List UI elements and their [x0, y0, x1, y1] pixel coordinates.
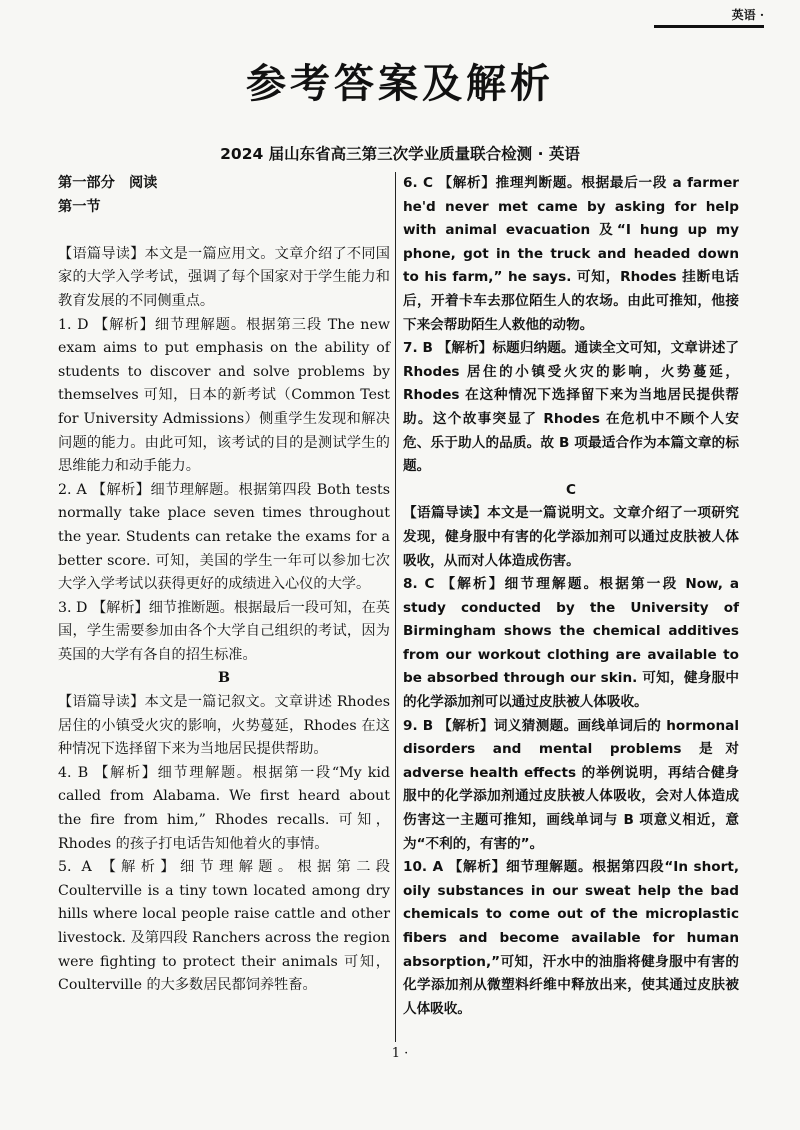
- answer-8: 8. C 【解析】细节理解题。根据第一段 Now, a study conducted by the University of Birmingham shows the chemical additives from our workout clothing are available to be absorbed through our skin. 可知，健身服中的化学添加剂可以通过皮肤被人体吸收。: [403, 576, 739, 711]
- answer-1: 1. D 【解析】细节理解题。根据第三段 The new exam aims to put emphasis on the ability of students to discover and solve problems by themselves 可知，日本的新考试（Common Test for University Admissions）侧重学生发现和解决问题的能力。由此可知，该考试的目的是测试学生的思维能力和动手能力。: [58, 316, 390, 475]
- answer-9: 9. B 【解析】词义猜测题。画线单词后的 hormonal disorders and mental problems 是对 adverse health effects 的举例说明，再结合健身服中的化学添加剂通过皮肤被人体吸收，会对人体造成伤害这一主题可推知，画线单词与 B 项意义相近，意为“不利的，有害的”。: [403, 717, 739, 852]
- passage-a-intro: 【语篇导读】本文是一篇应用文。文章介绍了不同国家的大学入学考试，强调了每个国家对于学生能力和教育发展的不同侧重点。: [58, 245, 390, 309]
- answer-5: 5. A 【解析】细节理解题。根据第二段 Coulterville is a tiny town located among dry hills where local people raise cattle and other livestock. 及第四段 Ranchers across the region were fighting to protect their animals 可知，Coulterville 的大多数居民都饲养牲畜。: [58, 859, 390, 994]
- passage-c-letter: C: [566, 481, 576, 498]
- exam-subtitle: 2024 届山东省高三第三次学业质量联合检测 · 英语: [220, 145, 580, 163]
- right-column: [403, 172, 739, 1021]
- spacer: [58, 219, 390, 243]
- passage-b-letter: B: [218, 670, 230, 687]
- page-number: 1 ·: [391, 1046, 409, 1061]
- subject-corner-label: 英语 ·: [654, 6, 764, 28]
- answer-7: 7. B 【解析】标题归纳题。通读全文可知，文章讲述了 Rhodes 居住的小镇受火灾的影响，火势蔓延，Rhodes 在这种情况下选择留下来为当地居民提供帮助。这个故事突显了 Rhodes 在危机中不顾个人安危、乐于助人的品质。故 B 项最适合作为本篇文章的标题。: [403, 340, 739, 475]
- part-heading: 第一部分 阅读: [58, 175, 158, 191]
- page-title: 参考答案及解析: [246, 61, 554, 107]
- section-heading: 第一节: [58, 198, 101, 215]
- answer-4: 4. B 【解析】细节理解题。根据第一段“My kid called from Alabama. We first heard about the fire from him,” Rhodes recalls. 可知，Rhodes 的孩子打电话告知他着火的事情。: [58, 764, 390, 852]
- passage-b-intro: 【语篇导读】本文是一篇记叙文。文章讲述 Rhodes 居住的小镇受火灾的影响，火势蔓延，Rhodes 在这种情况下选择留下来为当地居民提供帮助。: [58, 694, 390, 758]
- answer-6: 6. C 【解析】推理判断题。根据最后一段 a farmer he'd never met came by asking for help with animal evacuation 及“I hung up my phone, got in the truck and headed down to his farm,” he says. 可知，Rhodes 挂断电话后，开着卡车去那位陌生人的农场。由此可推知，他接下来会帮助陌生人救他的动物。: [403, 175, 739, 333]
- answer-2: 2. A 【解析】细节理解题。根据第四段 Both tests normally take place seven times throughout the year. Students can retake the exams for a better score. 可知，美国的学生一年可以参加七次大学入学考试以获得更好的成绩进入心仪的大学。: [58, 481, 390, 593]
- passage-c-intro: 【语篇导读】本文是一篇说明文。文章介绍了一项研究发现，健身服中有害的化学添加剂可以通过皮肤被人体吸收，从而对人体造成伤害。: [403, 505, 739, 569]
- answer-10: 10. A 【解析】细节理解题。根据第四段“In short, oily substances in our sweat help the bad chemicals to come out of the microplastic fibers and become available for human absorption,”可知，汗水中的油脂将健身服中有害的化学添加剂从微塑料纤维中释放出来，使其通过皮肤被人体吸收。: [403, 859, 739, 1017]
- left-column: [58, 172, 390, 998]
- column-divider: [395, 172, 396, 1042]
- answer-3: 3. D 【解析】细节推断题。根据最后一段可知，在英国，学生需要参加由各个大学自己组织的考试，因为英国的大学有各自的招生标准。: [58, 599, 390, 663]
